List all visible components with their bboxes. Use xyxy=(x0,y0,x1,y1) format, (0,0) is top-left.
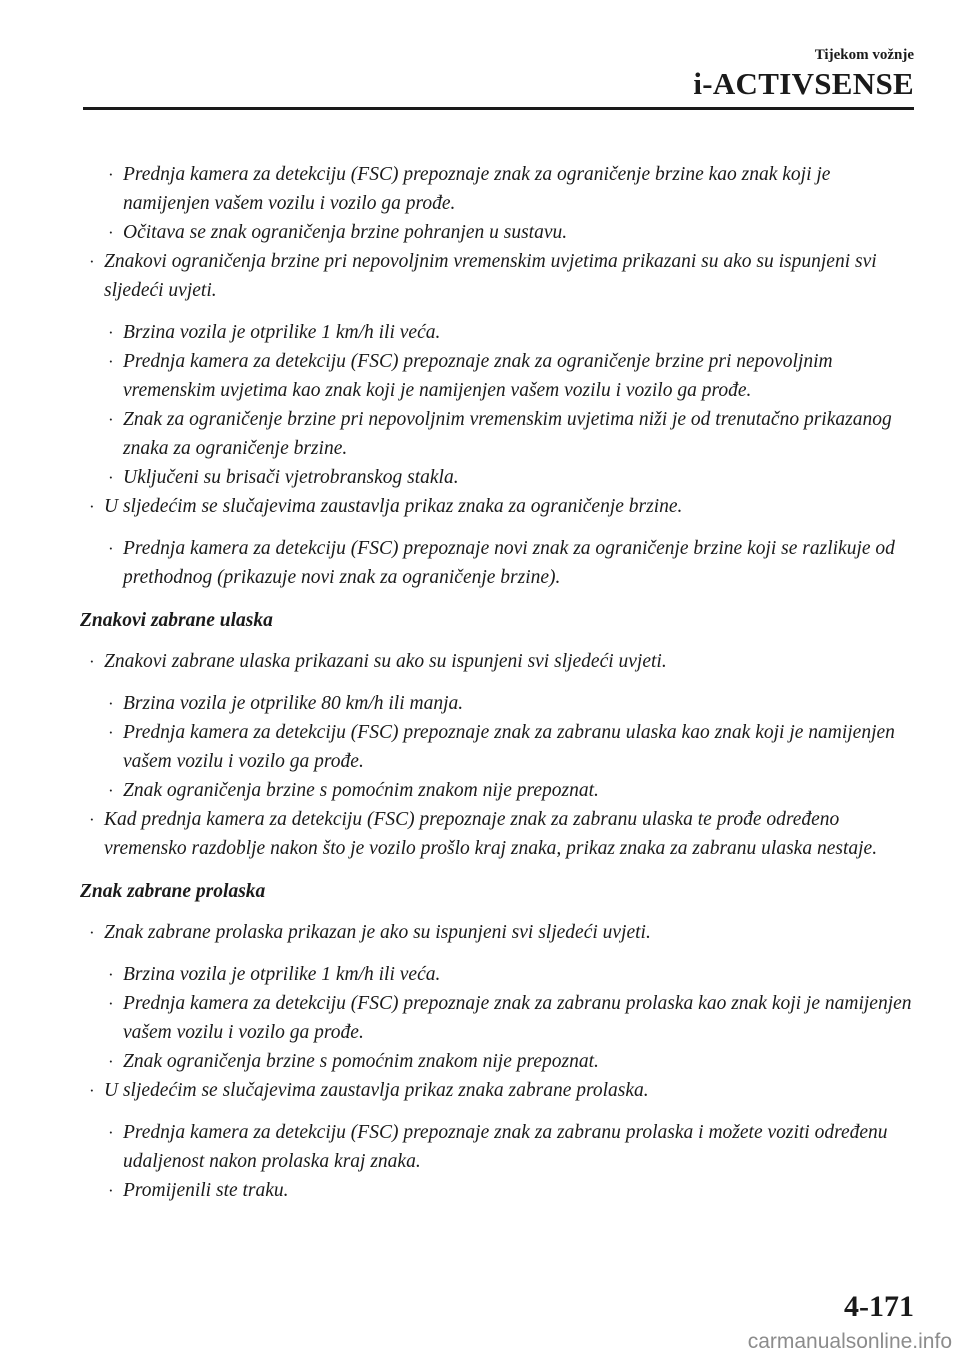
bullet-item xyxy=(80,247,916,305)
item-text: Znakovi ograničenja brzine pri nepovoljnim vremenskim uvjetima prikazani su ako su ispunjeni svi sljedeći uvjeti. xyxy=(104,251,877,301)
sub-bullet-item xyxy=(80,534,916,592)
bullet-dot: · xyxy=(108,223,114,242)
item-text: Prednja kamera za detekciju (FSC) prepoznaje znak za ograničenje brzine kao znak koji je namijenjen vašem vozilu i vozilo ga prođe. xyxy=(123,164,831,214)
bullet-dot: · xyxy=(108,694,114,713)
header-rule xyxy=(83,107,914,110)
item-text: Prednja kamera za detekciju (FSC) prepoznaje znak za ograničenje brzine pri nepovoljnim vremenskim uvjetima kao znak koji je namijenjen vašem vozilu i vozilo ga prođe. xyxy=(123,351,833,401)
sub-bullet-item xyxy=(80,405,916,463)
item-text: Prednja kamera za detekciju (FSC) prepoznaje novi znak za ograničenje brzine koji se razlikuje od prethodnog (prikazuje novi znak za ograničenje brzine). xyxy=(123,538,895,588)
bullet-item xyxy=(80,918,916,947)
item-text: Znak za ograničenje brzine pri nepovoljnim vremenskim uvjetima niži je od trenutačno prikazanog znaka za ograničenje brzine. xyxy=(123,409,892,459)
page-header xyxy=(693,46,914,102)
sub-bullet-item xyxy=(80,1047,916,1076)
chapter-title: i-ACTIVSENSE xyxy=(693,66,914,101)
bullet-dot: · xyxy=(108,994,114,1013)
sub-bullet-item xyxy=(80,160,916,218)
page-body xyxy=(80,160,916,1205)
bullet-dot: · xyxy=(108,1052,114,1071)
sub-bullet-item xyxy=(80,989,916,1047)
bullet-dot: · xyxy=(89,1081,95,1100)
bullet-dot: · xyxy=(108,165,114,184)
bullet-item xyxy=(80,805,916,863)
item-text: Brzina vozila je otprilike 1 km/h ili veća. xyxy=(123,964,441,985)
section-title: Tijekom vožnje xyxy=(814,47,914,63)
sub-bullet-item xyxy=(80,1176,916,1205)
item-text: Uključeni su brisači vjetrobranskog stakla. xyxy=(123,467,459,488)
bullet-dot: · xyxy=(108,410,114,429)
bullet-dot: · xyxy=(108,781,114,800)
page-number: 4-171 xyxy=(844,1290,914,1323)
item-text: Promijenili ste traku. xyxy=(123,1180,289,1201)
bullet-dot: · xyxy=(108,468,114,487)
item-text: Brzina vozila je otprilike 1 km/h ili veća. xyxy=(123,322,441,343)
sub-bullet-item xyxy=(80,776,916,805)
sub-bullet-item xyxy=(80,218,916,247)
bullet-dot: · xyxy=(89,923,95,942)
bullet-dot: · xyxy=(108,1123,114,1142)
bullet-item xyxy=(80,1076,916,1105)
bullet-dot: · xyxy=(108,965,114,984)
bullet-dot: · xyxy=(108,1181,114,1200)
sub-bullet-item xyxy=(80,347,916,405)
sub-bullet-item xyxy=(80,318,916,347)
bullet-dot: · xyxy=(108,723,114,742)
bullet-item xyxy=(80,492,916,521)
sub-bullet-item xyxy=(80,960,916,989)
item-text: U sljedećim se slučajevima zaustavlja prikaz znaka zabrane prolaska. xyxy=(104,1080,649,1101)
subsection-heading: Znakovi zabrane ulaska xyxy=(80,610,273,631)
item-text: Očitava se znak ograničenja brzine pohranjen u sustavu. xyxy=(123,222,568,243)
sub-bullet-item xyxy=(80,718,916,776)
item-text: Kad prednja kamera za detekciju (FSC) prepoznaje znak za zabranu ulaska te prođe određeno vremensko razdoblje nakon što je vozilo prošlo kraj znaka, prikaz znaka za zabranu ulaska nestaje. xyxy=(104,809,878,859)
item-text: Prednja kamera za detekciju (FSC) prepoznaje znak za zabranu ulaska kao znak koji je namijenjen vašem vozilu i vozilo ga prođe. xyxy=(123,722,895,772)
sub-bullet-item xyxy=(80,463,916,492)
bullet-dot: · xyxy=(89,252,95,271)
bullet-dot: · xyxy=(89,652,95,671)
item-text: Brzina vozila je otprilike 80 km/h ili manja. xyxy=(123,693,464,714)
bullet-dot: · xyxy=(108,323,114,342)
bullet-dot: · xyxy=(108,352,114,371)
item-text: Znak zabrane prolaska prikazan je ako su ispunjeni svi sljedeći uvjeti. xyxy=(104,922,651,943)
subsection-heading: Znak zabrane prolaska xyxy=(80,881,266,902)
bullet-dot: · xyxy=(89,497,95,516)
item-text: Prednja kamera za detekciju (FSC) prepoznaje znak za zabranu prolaska kao znak koji je namijenjen vašem vozilu i vozilo ga prođe. xyxy=(123,993,912,1043)
bullet-item xyxy=(80,647,916,676)
watermark[interactable]: carmanualsonline.info xyxy=(747,1330,952,1353)
sub-bullet-item xyxy=(80,689,916,718)
item-text: Znak ograničenja brzine s pomoćnim znakom nije prepoznat. xyxy=(123,1051,599,1072)
bullet-dot: · xyxy=(89,810,95,829)
item-text: Prednja kamera za detekciju (FSC) prepoznaje znak za zabranu prolaska i možete voziti određenu udaljenost nakon prolaska kraj znaka. xyxy=(123,1122,888,1172)
sub-bullet-item xyxy=(80,1118,916,1176)
item-text: Znak ograničenja brzine s pomoćnim znakom nije prepoznat. xyxy=(123,780,599,801)
item-text: Znakovi zabrane ulaska prikazani su ako su ispunjeni svi sljedeći uvjeti. xyxy=(104,651,667,672)
item-text: U sljedećim se slučajevima zaustavlja prikaz znaka za ograničenje brzine. xyxy=(104,496,683,517)
bullet-dot: · xyxy=(108,539,114,558)
